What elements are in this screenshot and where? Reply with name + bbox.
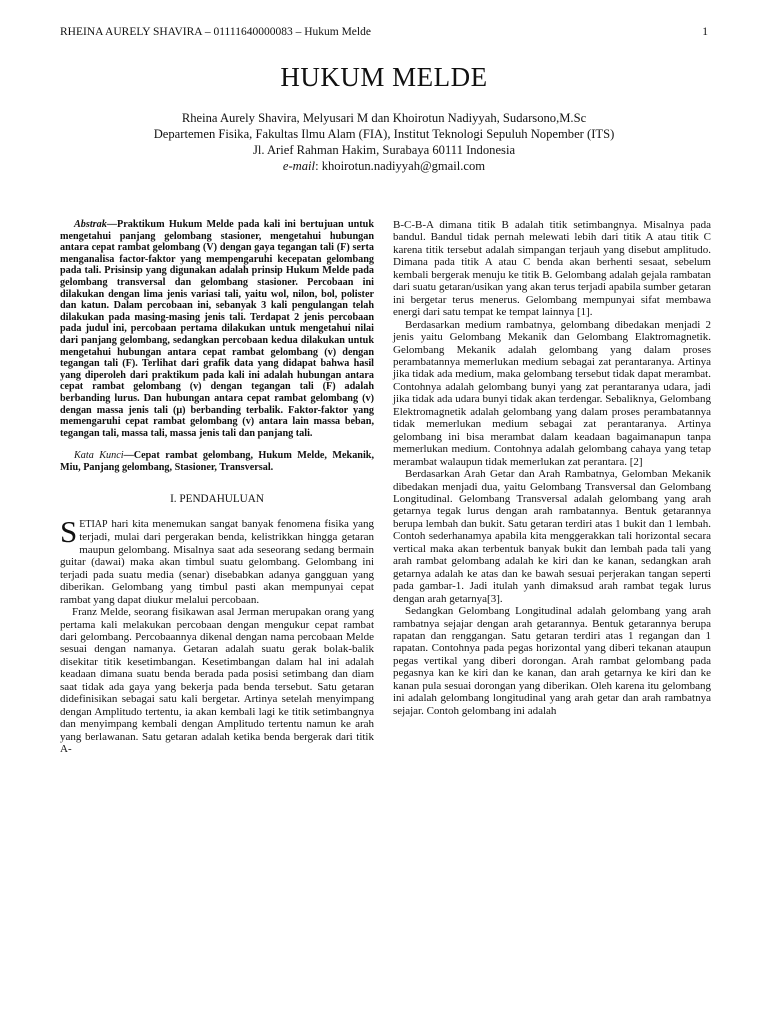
department: Departemen Fisika, Fakultas Ilmu Alam (FIA), Institut Teknologi Sepuluh Nopember (ITS)	[153, 127, 615, 141]
address: Jl. Arief Rahman Hakim, Surabaya 60111 Indonesia	[252, 143, 516, 157]
author-block	[0, 110, 768, 174]
intro-paragraph-4: Berdasarkan Arah Getar dan Arah Rambatnya, Gelomban Mekanik dibedakan menjadi dua, yaitu Gelombang Transversal dan Gelombang Longitudinal. Gelombang Transversal adalah gelombang yang arah getarnya tegak lurus dengan arah rambatannya. Bentuk getarannya berupa lembah dan bukit. Satu getaran terdiri atas 1 bukit dan 1 lembah. Contoh sederhanamya apabila kita menggerakkan tali horizontal secara vertical maka akan terbentuk banyak bukit dan lembah pada tali yang arah rambat gelombang adalah ke kiri dan ke kanan, sedangkan arah getarnya adalah ke atas dan ke bawah sesuai perjerakan tangan seperti pada gambar-1. Jadi itulah yanh dimaksud arah rambat tegak lurus dengan arah getarnya[3].	[393, 468, 711, 605]
email-line	[0, 158, 768, 174]
abstract	[60, 219, 374, 439]
running-title: RHEINA AURELY SHAVIRA – 01111640000083 – Hukum Melde	[60, 26, 371, 38]
intro-paragraph-1	[60, 513, 374, 606]
intro-paragraph-2-continued: B-C-B-A dimana titik B adalah titik setimbangnya. Misalnya pada bandul. Bandul tidak pernah melewati lebih dari titik A atau titik C karena titik tersebut adalah simpangan terjauh yang disebut amplitudo. Dimana pada titik A atau C benda akan berhenti sesaat, sebelum kembali bergerak menuju ke titik B. Gelombang adalah gejala rambatan dari suatu getaran/usikan yang akan terus terjadi apabila sumber getaran ini bergetar terus menerus. Gelombang mempunyai sifat membawa energi dari satu tempat ke tempat lainnya [1].	[393, 219, 711, 319]
left-column	[60, 219, 374, 755]
smallcaps-lead: ETIAP	[79, 518, 108, 530]
intro-paragraph-5: Sedangkan Gelombang Longitudinal adalah gelombang yang arah rambatnya sejajar dengan arah getarannya. Bentuk getarannya berupa rapatan dan renggangan. Satu getaran terdiri atas 1 regangan dan 1 rapatan. Contohnya pada pegas horizontal yang diberi tekanan ataupun pegas vertikal yang diberi dorongan. Arah rambat gelombang pada pegasnya kan ke kiri dan ke kanan, dan arah getarnya ke kiri dan ke kanan pula sesuai dorongan yang diberikan. Oleh karena itu gelombang ini adalah gelombang longitudinal yang arah getar dan arah rambatnya sejajar. Contoh gelombang ini adalah	[393, 605, 711, 717]
drop-cap: S	[60, 513, 78, 549]
intro-p1-text: hari kita menemukan sangat banyak fenomena fisika yang terjadi, mulai dari pergerakan benda, kelistrikkan hingga getaran maupun gelombang. Misalnya saat ada seseorang sedang bermain guitar (dawai) maka akan timbul suatu gelombang. Gelombang ini terjadi pada suatu media (senar) disebabkan adanya gangguan yang diberikan. Gelombang yang timbul pasti akan mempunyai cepat rambat yang dapat diukur melalui percobaan.	[60, 517, 374, 606]
keywords	[60, 450, 374, 473]
abstract-text: —Praktikum Hukum Melde pada kali ini bertujuan untuk mengetahui panjang gelombang stasioner, mengetahui hubungan antara cepat rambat gelombang (V) dengan gaya tegangan tali (F) serta menganalisa factor-faktor yang mempengaruhi kecepatan gelombang pada tali. Prisinsip yang digunakan adalah prinsip Hukum Melde pada gelombang transversal dan gelombang stasioner. Percobaan ini dilakukan dengan lima jenis variasi tali, yaitu wol, nilon, bol, polister dan katun. Dalam percobaan ini, sebanyak 3 kali pengulangan telah dilakukan pada masing-masing jenis tali. Terdapat 2 jenis percobaan pada judul ini, percobaan pertama dilakukan untuk mengetahui nilai dari panjang gelombang, sedangkan percobaan kedua dilakukan untuk mengetahui hubungan antara cepat rambat gelombang (v) dengan tegangan tali (F). Terlihat dari grafik data yang didapat bahwa hasil yang diperoleh dari praktikum pada kali ini adalah hubungan antara cepat rambat gelombang (v) dengan tegangan tali (F) adalah berbanding lurus. Dan hubungan antara cepat rambat gelombang (v) dengan massa jenis tali (μ) berbanding terbalik. Faktor-faktor yang memengaruhi cepat rambat gelombang (v) antara lain massa beban, tegangan tali, massa tali, massa jenis tali dan panjang tali.	[60, 219, 374, 439]
intro-paragraph-2: Franz Melde, seorang fisikawan asal Jerman merupakan orang yang pertama kali melakukan percobaan dengan mengukur cepat rambat dari gelombang. Percobaannya dikenal dengan nama percobaan Melde sesuai dengan namanya. Getaran adalah suatu gerak bolak-balik disekitar titik kesetimbangan. Kesetimbangan dalam hal ini adalah keadaan dimana suatu benda berada pada posisi setimbang dan diam saat tidak ada gaya yang bekerja pada benda tersebut. Satu getaran didefinisikan sebagai satu kali bergetar. Artinya setelah menyimpang dengan Amplitudo tertentu, ia akan kembali lagi ke titik setimbangnya dan menyimpang kembali dengan Amplitudo tertentu namun ke arah yang berlawanan. Satu getaran adalah ketika benda bergerak dari titik A-	[60, 606, 374, 756]
right-column	[393, 219, 711, 717]
abstract-label: Abstrak	[74, 219, 107, 230]
keywords-label: Kata Kunci	[74, 450, 124, 462]
page-number: 1	[702, 26, 708, 38]
keywords-text: —Cepat rambat gelombang, Hukum Melde, Mekanik, Miu, Panjang gelombang, Stasioner, Transversal.	[60, 450, 374, 473]
email-label: e-mail	[282, 159, 316, 173]
paper-title: HUKUM MELDE	[280, 62, 488, 92]
section-heading: I. PENDAHULUAN	[170, 493, 264, 506]
running-header	[60, 26, 708, 38]
intro-paragraph-3: Berdasarkan medium rambatnya, gelombang dibedakan menjadi 2 jenis yaitu Gelombang Mekanik dan Gelombang Elaktromagnetik. Gelombang Mekanik adalah gelombang yang dalam proses perambatannya memerlukan medium sebagai zat perantaranya. Artinya jika tidak ada medium, maka gelombang tersebut tidak dapat merambat. Contohnya adalah gelombang bunyi yang zat perantaranya udara, jadi jika tidak ada udara bunyi tidak akan terdengar. Sebaliknya, Gelombang Elektromagnetik adalah gelombang yang dalam proses perambatannya tidak memerlukan medium sebagai zat perantaranya. Artinya gelombang ini bisa merambat dalam keadaan bagaimanapun tanpa memerlukan medium. Contohnya adalah gelombang cahaya yang tetap merambat walaupun tidak memerlukan zat perantara. [2]	[393, 318, 711, 468]
email: : khoirotun.nadiyyah@gmail.com	[315, 159, 486, 173]
authors: Rheina Aurely Shavira, Melyusari M dan Khoirotun Nadiyyah, Sudarsono,M.Sc	[181, 111, 587, 125]
